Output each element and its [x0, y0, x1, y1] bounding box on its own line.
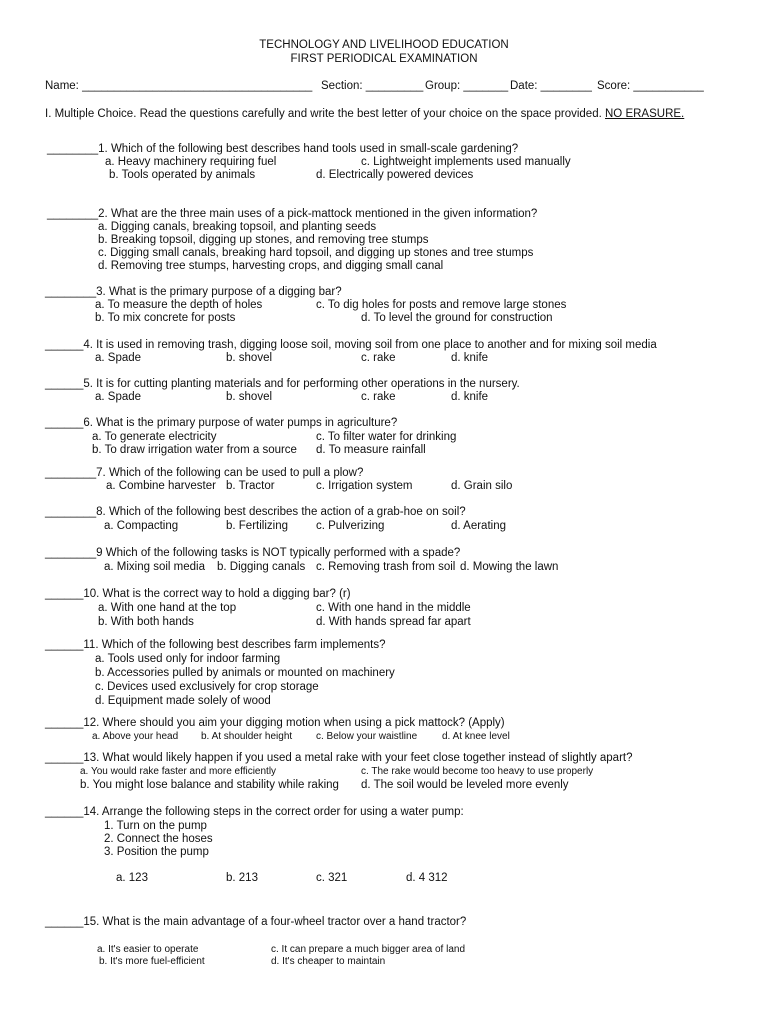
option-12a: a. Above your head [92, 731, 179, 742]
question-3: ________3. What is the primary purpose of a digging bar? [45, 286, 342, 298]
question-7: ________7. Which of the following can be used to pull a plow? [45, 467, 364, 479]
option-1b: b. Tools operated by animals [109, 169, 256, 181]
option-6b: b. To draw irrigation water from a source [92, 444, 297, 456]
option-9d: d. Mowing the lawn [460, 561, 559, 573]
option-2d: d. Removing tree stumps, harvesting crops, and digging small canal [98, 260, 444, 272]
question-5: ______5. It is for cutting planting materials and for performing other operations in the nursery. [45, 378, 520, 390]
option-7d: d. Grain silo [451, 480, 513, 492]
option-7b: b. Tractor [226, 480, 275, 492]
option-10a: a. With one hand at the top [98, 602, 237, 614]
option-15c: c. It can prepare a much bigger area of land [271, 944, 466, 955]
section-field[interactable]: Section: _________ [321, 80, 424, 92]
question-1: ________1. Which of the following best describes hand tools used in small-scale gardening? [47, 143, 519, 155]
name-field[interactable]: Name: ____________________________________ [45, 80, 313, 92]
option-13a: a. You would rake faster and more efficiently [80, 766, 277, 777]
option-1c: c. Lightweight implements used manually [361, 156, 571, 168]
option-8b: b. Fertilizing [226, 520, 288, 532]
option-4d: d. knife [451, 352, 489, 364]
option-6c: c. To filter water for drinking [316, 431, 457, 443]
date-field[interactable]: Date: ________ [510, 80, 592, 92]
option-11d: d. Equipment made solely of wood [95, 695, 271, 707]
question-8: ________8. Which of the following best describes the action of a grab-hoe on soil? [45, 506, 466, 518]
option-3d: d. To level the ground for construction [361, 312, 553, 324]
exam-subtitle: FIRST PERIODICAL EXAMINATION [290, 53, 478, 65]
option-9c: c. Removing trash from soil [316, 561, 456, 573]
instructions-emphasis: NO ERASURE. [605, 108, 685, 120]
question-4: ______4. It is used in removing trash, digging loose soil, moving soil from one place to another and for mixing soil media [45, 339, 657, 351]
question-13: ______13. What would likely happen if you used a metal rake with your feet close together instead of slightly apart? [45, 752, 633, 764]
option-6a: a. To generate electricity [92, 431, 217, 443]
option-11a: a. Tools used only for indoor farming [95, 653, 281, 665]
option-4b: b. shovel [226, 352, 273, 364]
exam-title: TECHNOLOGY AND LIVELIHOOD EDUCATION [259, 39, 509, 51]
option-1a: a. Heavy machinery requiring fuel [105, 156, 277, 168]
option-14c: c. 321 [316, 872, 348, 884]
option-15d: d. It's cheaper to maintain [271, 956, 386, 967]
option-9a: a. Mixing soil media [104, 561, 205, 573]
option-14d: d. 4 312 [406, 872, 448, 884]
option-14a: a. 123 [116, 872, 148, 884]
option-13c: c. The rake would become too heavy to use properly [361, 766, 594, 777]
option-4a: a. Spade [95, 352, 142, 364]
question-6: ______6. What is the primary purpose of water pumps in agriculture? [45, 417, 398, 429]
question-9: ________9 Which of the following tasks is NOT typically performed with a spade? [45, 547, 461, 559]
option-8c: c. Pulverizing [316, 520, 385, 532]
option-15b: b. It's more fuel-efficient [99, 956, 205, 967]
option-6d: d. To measure rainfall [316, 444, 426, 456]
option-3b: b. To mix concrete for posts [95, 312, 236, 324]
question-14: ______14. Arrange the following steps in the correct order for using a water pump: [45, 806, 464, 818]
instructions-text: I. Multiple Choice. Read the questions carefully and write the best letter of your choice on the space provided. [45, 108, 602, 120]
option-10b: b. With both hands [98, 616, 194, 628]
option-12c: c. Below your waistline [316, 731, 418, 742]
option-2a: a. Digging canals, breaking topsoil, and planting seeds [98, 221, 377, 233]
option-15a: a. It's easier to operate [97, 944, 199, 955]
question-15: ______15. What is the main advantage of a four-wheel tractor over a hand tractor? [45, 916, 467, 928]
option-5d: d. knife [451, 391, 489, 403]
option-7a: a. Combine harvester [106, 480, 216, 492]
option-1d: d. Electrically powered devices [316, 169, 474, 181]
option-13b: b. You might lose balance and stability while raking [80, 779, 339, 791]
option-5b: b. shovel [226, 391, 273, 403]
option-5c: c. rake [361, 391, 396, 403]
score-field[interactable]: Score: ___________ [597, 80, 704, 92]
step-3: 3. Position the pump [104, 846, 209, 858]
question-12: ______12. Where should you aim your digging motion when using a pick mattock? (Apply) [45, 717, 505, 729]
question-10: ______10. What is the correct way to hold a digging bar? (r) [45, 588, 351, 600]
step-1: 1. Turn on the pump [104, 820, 207, 832]
option-8d: d. Aerating [451, 520, 506, 532]
option-4c: c. rake [361, 352, 396, 364]
group-field[interactable]: Group: _______ [425, 80, 509, 92]
option-11c: c. Devices used exclusively for crop storage [95, 681, 319, 693]
option-7c: c. Irrigation system [316, 480, 413, 492]
option-10d: d. With hands spread far apart [316, 616, 471, 628]
option-2c: c. Digging small canals, breaking hard topsoil, and digging up stones and tree stumps [98, 247, 534, 259]
question-11: ______11. Which of the following best describes farm implements? [45, 639, 386, 651]
option-8a: a. Compacting [104, 520, 179, 532]
option-12b: b. At shoulder height [201, 731, 293, 742]
option-10c: c. With one hand in the middle [316, 602, 471, 614]
instructions [45, 108, 684, 121]
step-2: 2. Connect the hoses [104, 833, 213, 845]
option-14b: b. 213 [226, 872, 258, 884]
option-12d: d. At knee level [442, 731, 510, 742]
option-3c: c. To dig holes for posts and remove large stones [316, 299, 567, 311]
option-9b: b. Digging canals [217, 561, 306, 573]
question-2: ________2. What are the three main uses of a pick-mattock mentioned in the given information? [47, 208, 538, 220]
option-11b: b. Accessories pulled by animals or mounted on machinery [95, 667, 395, 679]
option-13d: d. The soil would be leveled more evenly [361, 779, 569, 791]
option-5a: a. Spade [95, 391, 142, 403]
option-2b: b. Breaking topsoil, digging up stones, and removing tree stumps [98, 234, 429, 246]
option-3a: a. To measure the depth of holes [95, 299, 263, 311]
